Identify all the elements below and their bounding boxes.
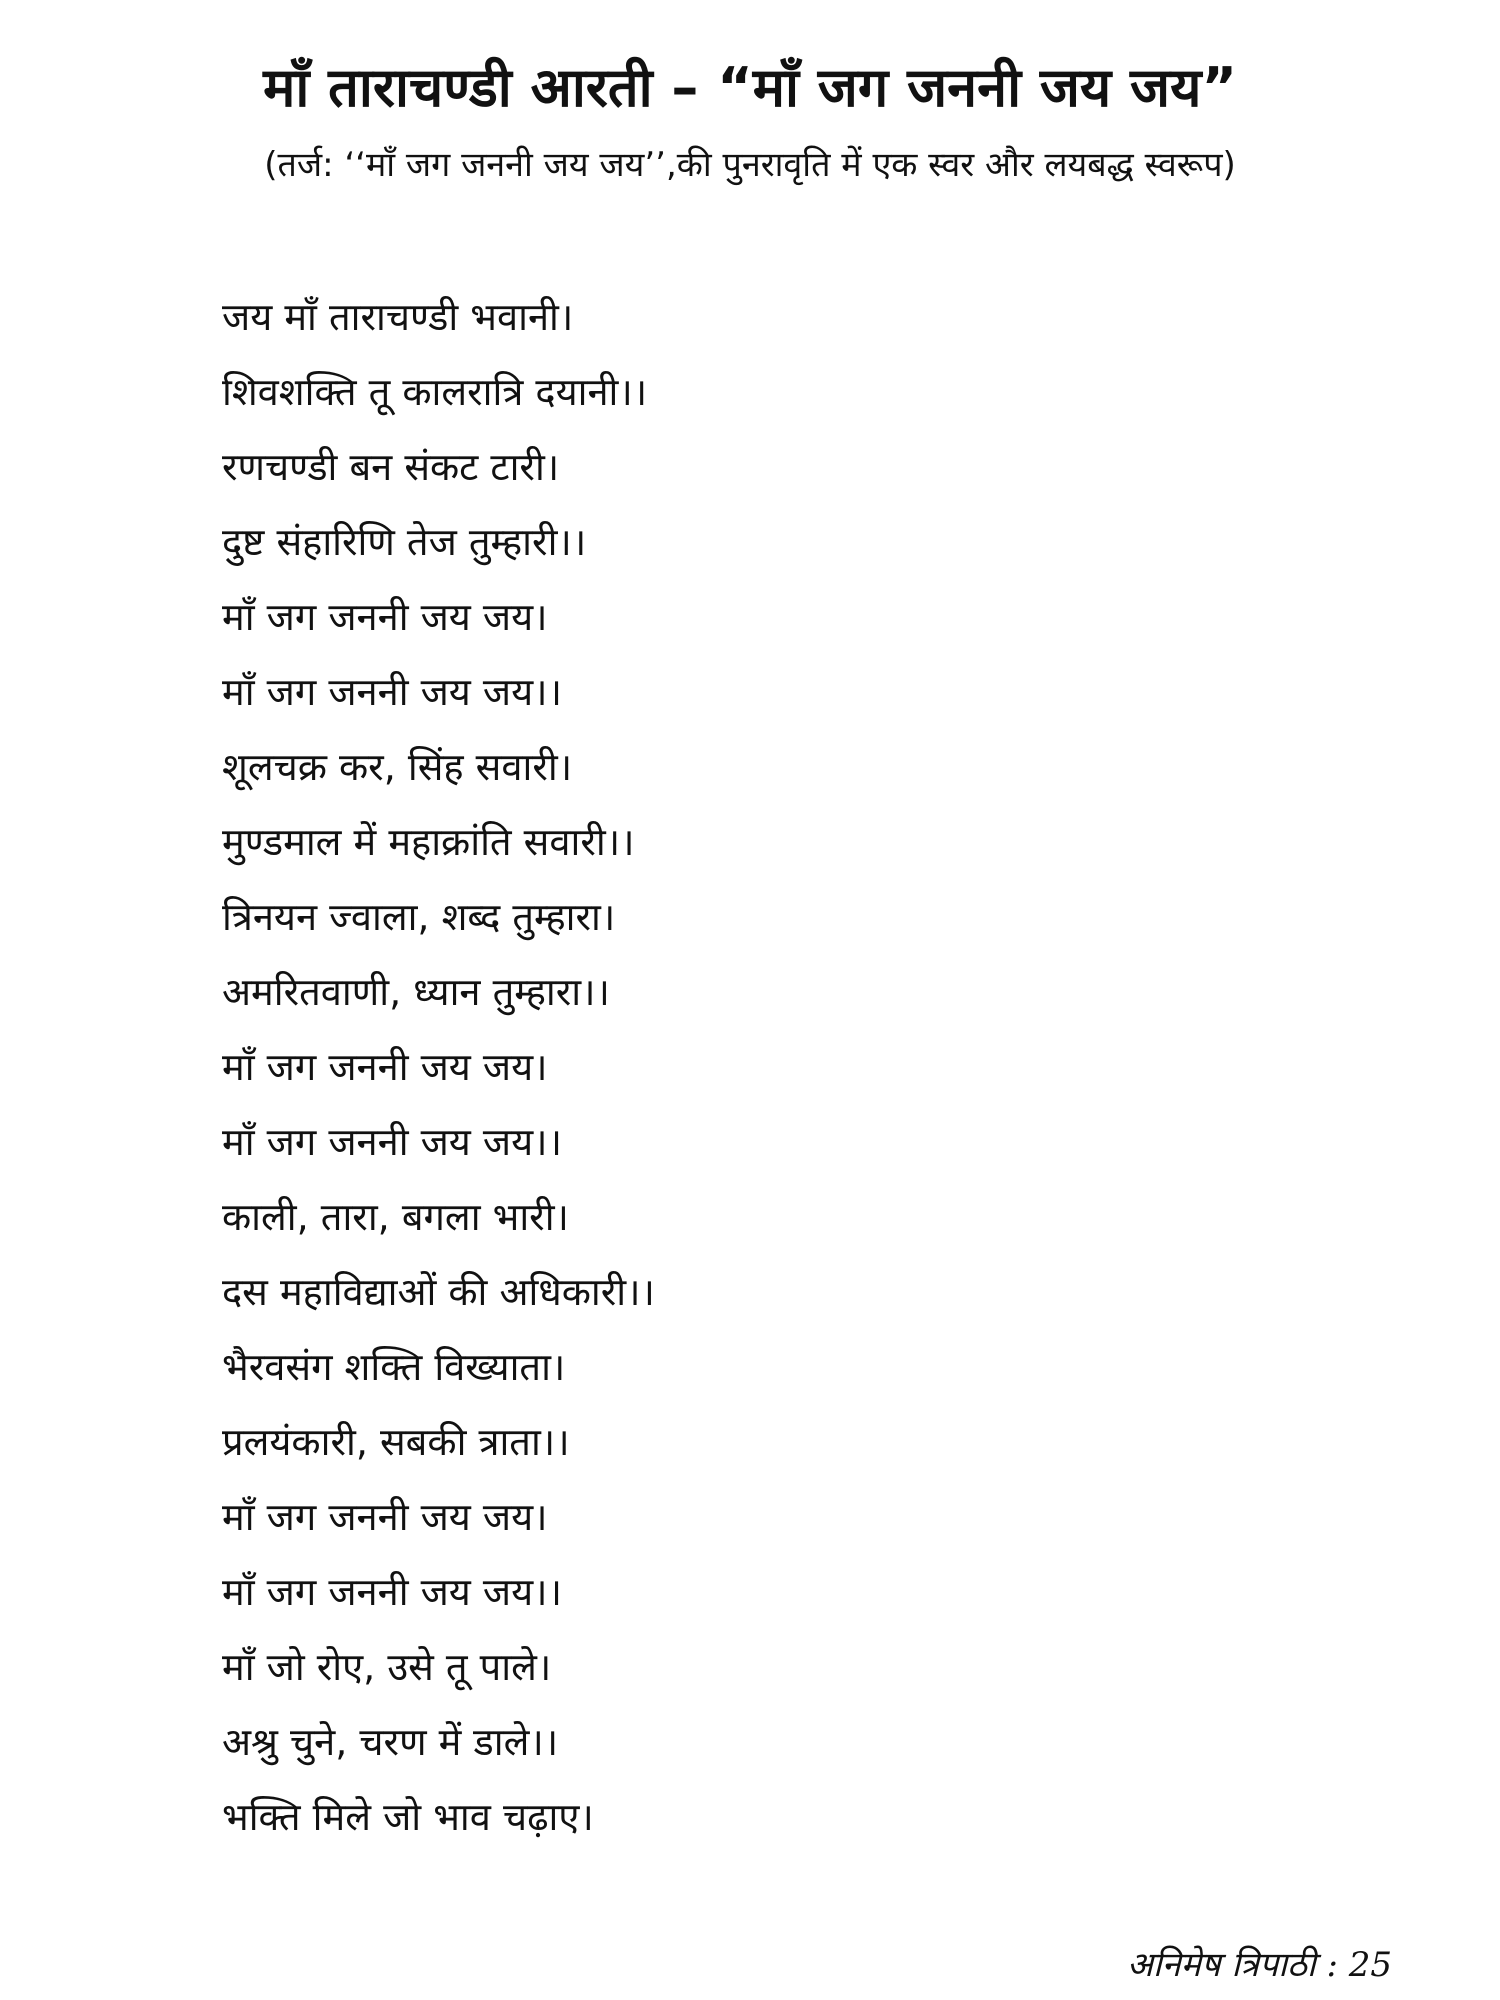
verse-line: रणचण्डी बन संकट टारी।: [222, 445, 560, 489]
verse-line: काली, तारा, बगला भारी।: [222, 1195, 569, 1239]
verse-line: माँ जो रोए, उसे तू पाले।: [222, 1645, 552, 1689]
verse-line: माँ जग जननी जय जय।।: [222, 670, 562, 714]
page-number: 25: [1348, 1945, 1392, 1985]
verse-line: माँ जग जननी जय जय।।: [222, 1120, 562, 1164]
verse-line: अमरितवाणी, ध्यान तुम्हारा।।: [222, 970, 610, 1014]
verse-line: शिवशक्ति तू कालरात्रि दयानी।।: [222, 370, 648, 414]
footer-author: अनिमेष त्रिपाठी: [1126, 1945, 1316, 1985]
page-footer: [1127, 1940, 1392, 1990]
verse-line: अश्रु चुने, चरण में डाले।।: [222, 1720, 559, 1764]
verse-list: [222, 287, 655, 1862]
verse-line: माँ जग जननी जय जय।: [222, 595, 548, 639]
footer-separator: :: [1326, 1945, 1338, 1985]
verse-line: मुण्डमाल में महाक्रांति सवारी।।: [222, 820, 635, 864]
verse-line: माँ जग जननी जय जय।।: [222, 1570, 562, 1614]
verse-line: दुष्ट संहारिणि तेज तुम्हारी।।: [222, 520, 587, 564]
verse-line: शूलचक्र कर, सिंह सवारी।: [222, 745, 573, 789]
verse-line: माँ जग जननी जय जय।: [222, 1045, 548, 1089]
page-subtitle: (तर्ज: ‘‘माँ जग जननी जय जय’’,की पुनरावृति में एक स्वर और लयबद्ध स्वरूप): [264, 145, 1236, 185]
verse-line: भैरवसंग शक्ति विख्याता।: [222, 1345, 566, 1389]
page-title: माँ ताराचण्डी आरती – “माँ जग जननी जय जय”: [263, 56, 1237, 119]
verse-line: भक्ति मिले जो भाव चढ़ाए।: [222, 1795, 594, 1839]
verse-line: त्रिनयन ज्वाला, शब्द तुम्हारा।: [222, 895, 616, 939]
verse-line: माँ जग जननी जय जय।: [222, 1495, 548, 1539]
verse-line: जय माँ ताराचण्डी भवानी।: [222, 295, 574, 339]
verse-line: प्रलयंकारी, सबकी त्राता।।: [222, 1420, 570, 1464]
verse-line: दस महाविद्याओं की अधिकारी।।: [222, 1270, 655, 1314]
